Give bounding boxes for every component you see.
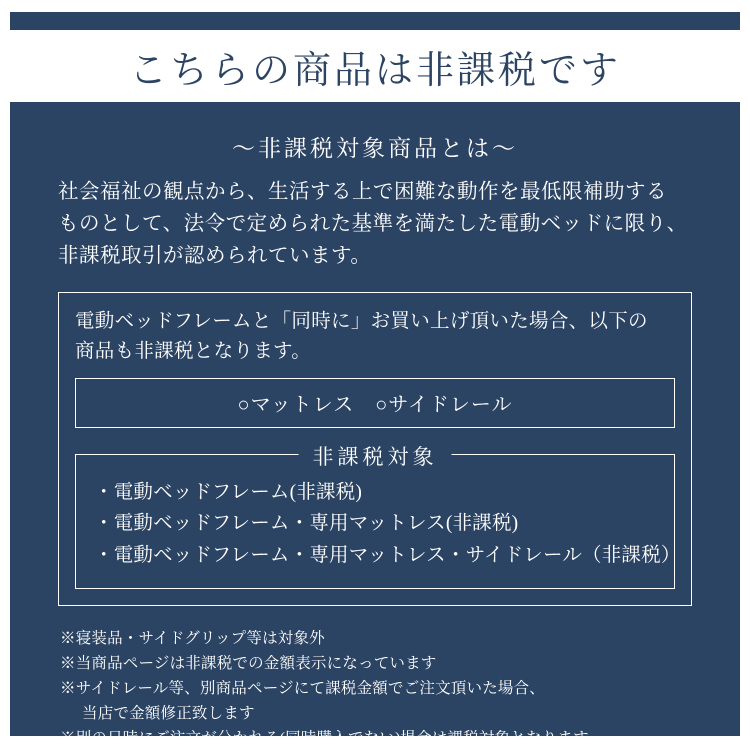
page-title: こちらの商品は非課税です [128, 49, 621, 92]
list-item: ・電動ベッドフレーム(非課税) [94, 481, 363, 503]
navy-panel [10, 12, 740, 747]
simultaneous-purchase-box [58, 292, 692, 605]
tax-exempt-legend: 非課税対象 [299, 441, 452, 471]
notes-block [58, 626, 692, 751]
description-line: 非課税取引が認められています。 [58, 244, 372, 267]
note-line: ※別の日時にご注文が分かれる(同時購入でない)場合は課税対象となります [60, 729, 589, 747]
description-paragraph [58, 177, 692, 272]
description-line: 社会福祉の観点から、生活する上で困難な動作を最低限補助する [58, 181, 667, 203]
title-band [10, 30, 740, 102]
list-item: ・電動ベッドフレーム・専用マットレス・サイドレール（非課税） [94, 544, 681, 566]
section-heading: 〜非課税対象商品とは〜 [232, 136, 518, 161]
highlight-items: ○マットレス ○サイドレール [75, 378, 675, 428]
box-lead-line: 商品も非課税となります。 [75, 340, 312, 362]
tax-exempt-list-box [75, 444, 681, 589]
description-line: ものとして、法令で定められた基準を満たした電動ベッドに限り、 [58, 212, 688, 235]
list-item: ・電動ベッドフレーム・専用マットレス(非課税) [94, 513, 519, 535]
note-line: 当店で金額修正致します [82, 704, 255, 722]
box-lead-line: 電動ベッドフレームと「同時に」お買い上げ頂いた場合、以下の [75, 311, 648, 333]
note-line: ※寝装品・サイドグリップ等は対象外 [60, 629, 325, 647]
box-lead-text [75, 307, 675, 366]
note-line: ※当商品ページは非課税での金額表示になっています [60, 654, 437, 672]
content-area [10, 102, 740, 751]
tax-exempt-list [94, 477, 681, 572]
note-line: ※サイドレール等、別商品ページにて課税金額でご注文頂いた場合、 [60, 679, 545, 697]
